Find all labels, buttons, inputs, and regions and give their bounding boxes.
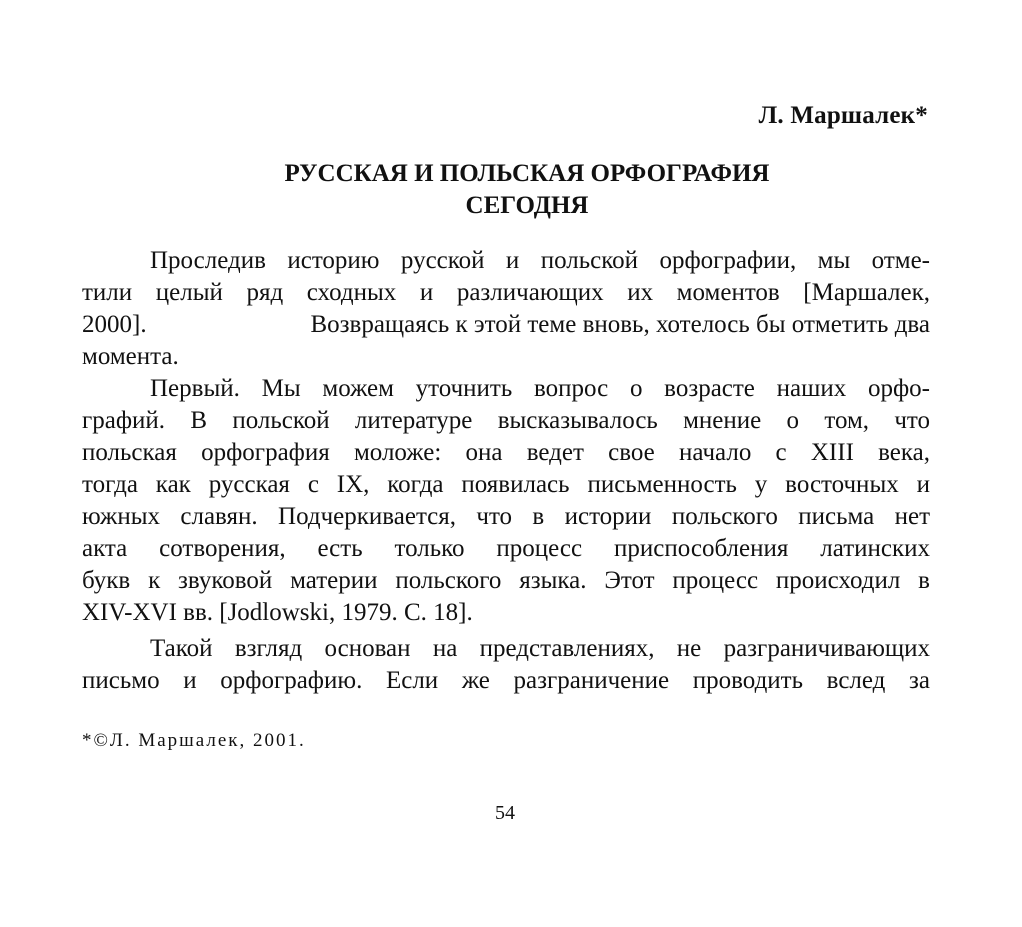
paragraph-2-line-4: тогда как русская с IX, когда появилась письменность у восточных и — [82, 471, 930, 498]
author-name: Л. Маршалек* — [758, 102, 928, 129]
footnote: *©Л. Маршалек, 2001. — [82, 730, 306, 751]
paragraph-1-line-3 — [82, 309, 930, 341]
paragraph-1-line-3-left: 2000]. — [82, 311, 147, 338]
paragraph-3-line-1: Такой взгляд основан на представлениях, не разграничивающих — [150, 635, 930, 662]
article-title — [0, 158, 1022, 222]
article-title-line-1: РУССКАЯ И ПОЛЬСКАЯ ОРФОГРАФИЯ — [284, 160, 770, 187]
paragraph-2-line-8: XIV-XVI вв. [Jodlowski, 1979. С. 18]. — [82, 599, 473, 626]
paragraph-2-line-3: польская орфография моложе: она ведет свое начало с XIII века, — [82, 439, 930, 466]
paragraph-1-line-2: тили целый ряд сходных и различающих их моментов [Маршалек, — [82, 279, 930, 306]
article-title-line-2: СЕГОДНЯ — [465, 192, 589, 219]
paragraph-2-line-1: Первый. Мы можем уточнить вопрос о возрасте наших орфо- — [150, 375, 930, 402]
paragraph-1-line-4: момента. — [82, 343, 179, 370]
paragraph-2-line-5: южных славян. Подчеркивается, что в истории польского письма нет — [82, 503, 930, 530]
paragraph-1-line-1: Проследив историю русской и польской орфографии, мы отме- — [150, 247, 930, 274]
paragraph-2-line-2: графий. В польской литературе высказывалось мнение о том, что — [82, 407, 930, 434]
paragraph-1-line-3-right: Возвращаясь к этой теме вновь, хотелось бы отметить два — [310, 311, 930, 338]
paragraph-3-line-2: письмо и орфографию. Если же разграничение проводить вслед за — [82, 667, 930, 694]
paragraph-2-line-6: акта сотворения, есть только процесс приспособления латинских — [82, 535, 930, 562]
paragraph-3 — [82, 633, 930, 697]
page-number: 54 — [495, 802, 515, 824]
article-body — [82, 245, 930, 697]
paragraph-2 — [82, 373, 930, 629]
paragraph-2-line-7: букв к звуковой материи польского языка. Этот процесс происходил в — [82, 567, 930, 594]
paragraph-1 — [82, 245, 930, 373]
